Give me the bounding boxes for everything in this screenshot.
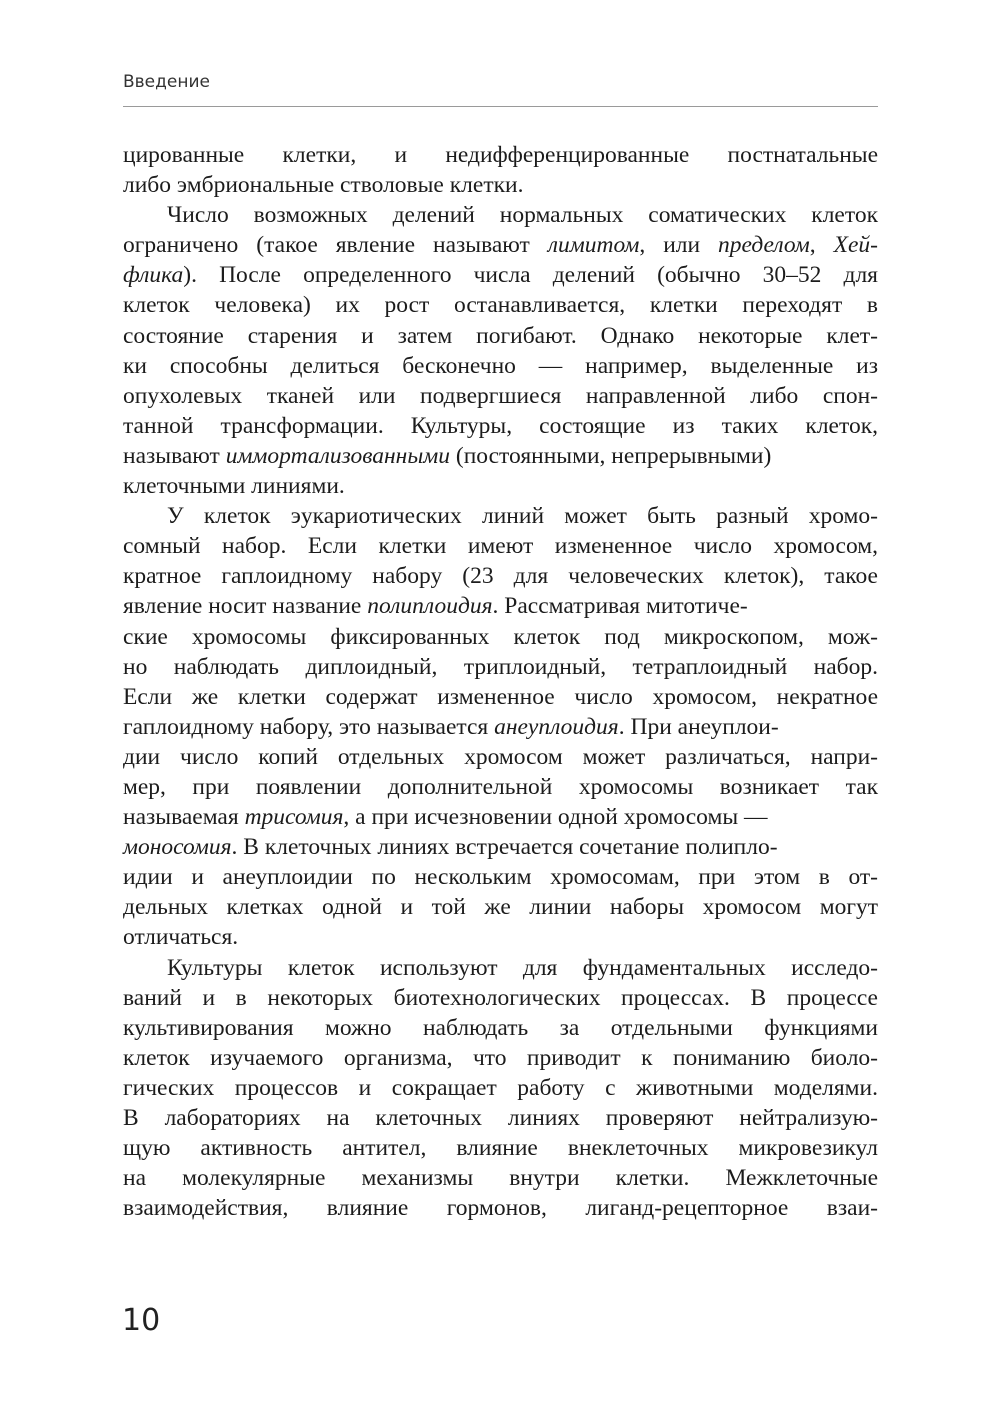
text-line: опухолевых тканей или подвергшиеся направленной либо спон- <box>123 382 878 409</box>
running-header: Введение <box>123 72 210 92</box>
text-line: сомный набор. Если клетки имеют измененное число хромосом, <box>123 533 878 560</box>
text-line: танной трансформации. Культуры, состоящие из таких клеток, <box>123 412 878 439</box>
text-line: называемая трисомия, а при исчезновении одной хромосомы — <box>123 804 768 831</box>
text-line: цированные клетки, и недифференцированные постнатальные <box>123 142 878 168</box>
text-line: щую активность антител, влияние внеклеточных микровезикул <box>123 1135 878 1162</box>
text-line: отличаться. <box>123 924 239 951</box>
text-line: ваний и в некоторых биотехнологических процессах. В процессе <box>123 984 878 1011</box>
text-line: Число возможных делений нормальных соматических клеток <box>167 202 878 229</box>
header-divider <box>123 106 878 107</box>
text-line: культивирования можно наблюдать за отдельными функциями <box>123 1014 878 1041</box>
text-line: ские хромосомы фиксированных клеток под микроскопом, мож- <box>123 623 878 650</box>
text-line: дии число копий отдельных хромосом может различаться, напри- <box>123 743 878 770</box>
text-line: ки способны делиться бесконечно — например, выделенные из <box>123 352 878 379</box>
text-line: У клеток эукариотических линий может быть разный хромо- <box>167 503 878 530</box>
text-line: клеточными линиями. <box>123 473 345 500</box>
text-line: кратное гаплоидному набору (23 для человеческих клеток), такое <box>123 563 878 590</box>
text-line: клеток человека) их рост останавливается, клетки переходят в <box>123 292 878 319</box>
text-line: либо эмбриональные стволовые клетки. <box>123 172 524 199</box>
body-text <box>123 140 878 1223</box>
text-line: ограничено (такое явление называют лимитом, или пределом, Хей- <box>123 232 879 259</box>
text-line: клеток изучаемого организма, что приводит к пониманию биоло- <box>123 1044 878 1071</box>
text-line: гических процессов и сокращает работу с животными моделями. <box>123 1074 878 1101</box>
text-line: моносомия. В клеточных линиях встречается сочетание полиплo- <box>123 834 778 861</box>
text-line: Культуры клеток используют для фундаментальных исследо- <box>167 954 878 981</box>
page-number: 10 <box>122 1303 161 1338</box>
text-line: мер, при появлении дополнительной хромосомы возникает так <box>123 773 878 800</box>
text-line: гаплоидному набору, это называется анеуплоидия. При анеуплои- <box>123 713 779 740</box>
text-line: состояние старения и затем погибают. Однако некоторые клет- <box>123 322 878 349</box>
text-line: идии и анеуплоидии по нескольким хромосомам, при этом в от- <box>123 864 878 891</box>
text-line: явление носит название полиплоидия. Рассматривая митотиче- <box>123 593 748 620</box>
text-line: В лабораториях на клеточных линиях проверяют нейтрализую- <box>123 1105 878 1131</box>
text-line: но наблюдать диплоидный, триплоидный, тетраплоидный набор. <box>123 653 878 680</box>
text-line: называют иммортализованными (постоянными, непрерывными) <box>123 442 772 469</box>
text-line: на молекулярные механизмы внутри клетки. Межклеточные <box>123 1165 878 1192</box>
text-line: дельных клетках одной и той же линии наборы хромосом могут <box>123 894 878 921</box>
text-line: флика). После определенного числа делений (обычно 30–52 для <box>123 262 878 289</box>
text-line: взаимодействия, влияние гормонов, лиганд-рецепторное взаи- <box>123 1195 878 1222</box>
text-line: Если же клетки содержат измененное число хромосом, некратное <box>123 683 878 710</box>
